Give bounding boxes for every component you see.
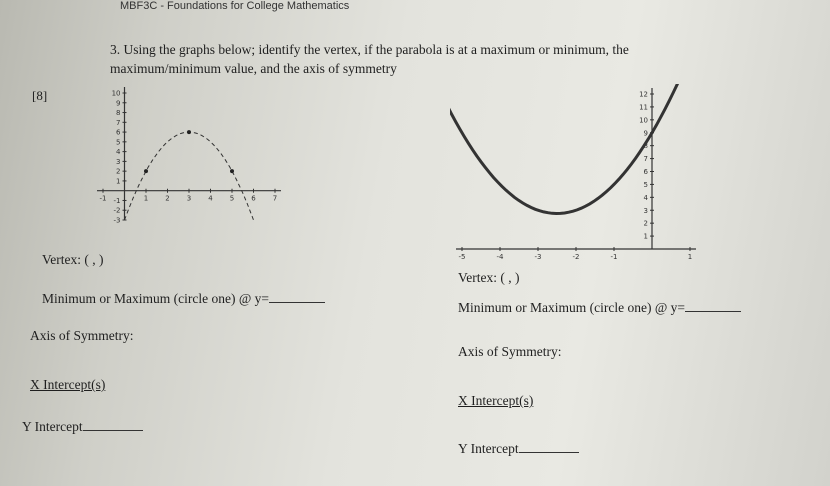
left-minmax-blank[interactable]	[269, 291, 325, 303]
data-point	[144, 169, 148, 173]
y-tick-label: -1	[113, 196, 121, 205]
parabola-curve	[125, 132, 254, 220]
right-axis-label: Axis of Symmetry:	[458, 344, 562, 359]
y-tick-label: 1	[643, 232, 648, 241]
x-tick-label: -3	[534, 253, 542, 261]
y-tick-label: 4	[643, 193, 648, 202]
x-tick-label: 1	[143, 194, 149, 203]
y-tick-label: 11	[639, 103, 648, 112]
y-tick-label: 8	[643, 142, 648, 151]
x-tick-label: 3	[186, 194, 192, 203]
x-tick-label: 6	[251, 194, 256, 203]
data-point	[230, 169, 234, 173]
right-xint-label: X Intercept(s)	[458, 393, 534, 408]
right-yint-text: Y Intercept	[458, 441, 519, 456]
left-yint-text: Y Intercept	[22, 419, 83, 434]
left-xint-label: X Intercept(s)	[30, 377, 106, 392]
y-tick-label: 12	[639, 90, 648, 99]
left-minmax-text: Minimum or Maximum (circle one) @ y=	[42, 291, 270, 306]
x-tick-label: 7	[272, 194, 278, 203]
y-tick-label: -3	[113, 216, 121, 225]
y-tick-label: 7	[116, 118, 121, 127]
y-tick-label: 9	[116, 99, 121, 108]
y-tick-label: -2	[113, 206, 121, 215]
y-tick-label: 8	[116, 109, 121, 118]
y-tick-label: 3	[116, 157, 121, 166]
y-tick-label: 2	[643, 219, 648, 228]
x-tick-label: 1	[687, 253, 693, 261]
y-tick-label: 10	[111, 89, 121, 98]
x-tick-label: -1	[610, 253, 618, 261]
x-tick-label: -1	[99, 194, 107, 203]
question-line-2: maximum/minimum value, and the axis of symmetry	[110, 61, 397, 76]
y-tick-label: 9	[643, 129, 648, 138]
x-tick-label: 5	[229, 194, 235, 203]
right-minmax-blank[interactable]	[685, 300, 741, 312]
x-tick-label: -5	[458, 253, 466, 261]
right-minmax-label	[458, 300, 741, 316]
data-point	[187, 130, 191, 134]
y-tick-label: 6	[643, 168, 648, 176]
left-axis-label: Axis of Symmetry:	[30, 328, 134, 343]
y-tick-label: 2	[116, 167, 121, 176]
y-tick-label: 6	[116, 128, 121, 137]
marks-label: [8]	[32, 88, 48, 103]
left-vertex-label: Vertex: ( , )	[42, 252, 104, 267]
parabola-curve	[450, 84, 690, 214]
y-tick-label: 3	[643, 206, 648, 215]
right-yint-blank[interactable]	[519, 441, 579, 453]
left-yint-blank[interactable]	[83, 419, 143, 431]
y-tick-label: 5	[116, 138, 121, 147]
right-parabola-graph	[450, 84, 710, 264]
x-tick-label: 2	[165, 194, 170, 203]
y-tick-label: 7	[643, 155, 648, 164]
y-tick-label: 10	[639, 116, 648, 125]
y-tick-label: 1	[116, 177, 121, 186]
right-vertex-label: Vertex: ( , )	[458, 270, 520, 285]
x-tick-label: -4	[496, 253, 504, 261]
question-line-1: 3. Using the graphs below; identify the vertex, if the parabola is at a maximum or minimum, the	[110, 42, 629, 57]
right-minmax-text: Minimum or Maximum (circle one) @ y=	[458, 300, 686, 315]
y-tick-label: 5	[643, 180, 648, 189]
y-tick-label: 4	[116, 148, 121, 157]
x-tick-label: 4	[208, 194, 213, 203]
left-yint-label	[22, 419, 143, 435]
left-parabola-graph	[85, 85, 285, 225]
course-header: MBF3C - Foundations for College Mathematics	[120, 0, 350, 12]
right-yint-label	[458, 441, 579, 457]
left-minmax-label	[42, 291, 325, 307]
x-tick-label: -2	[572, 253, 580, 261]
